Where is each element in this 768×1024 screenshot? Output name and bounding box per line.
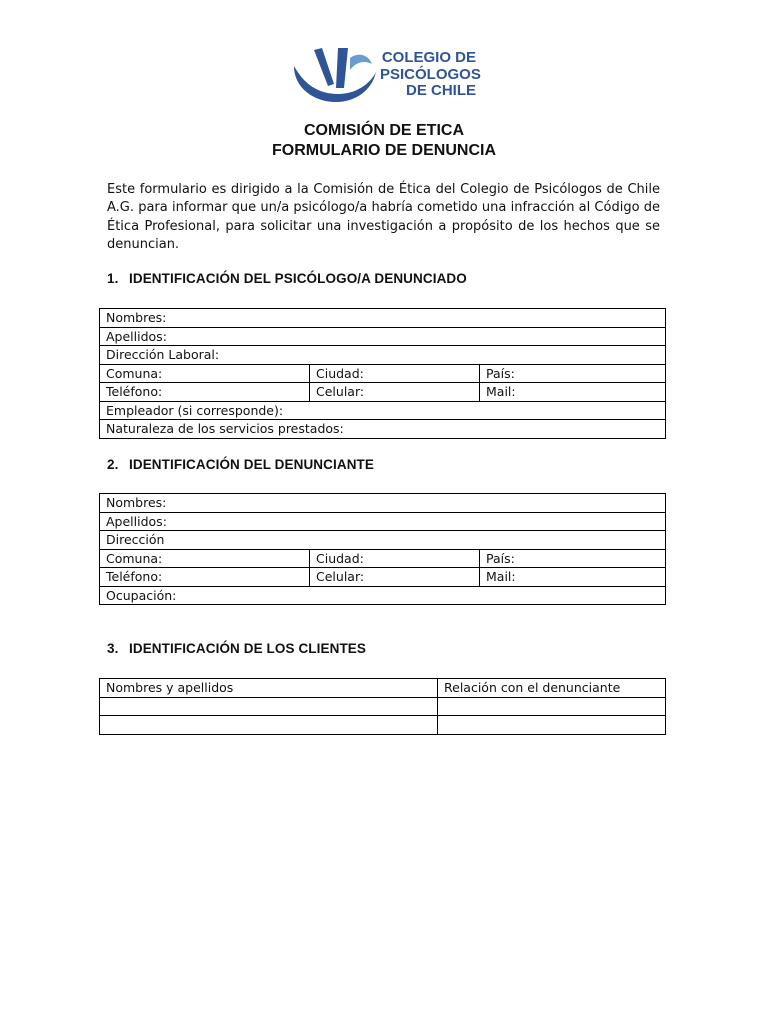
section-2-heading — [107, 457, 374, 472]
field-ocupacion[interactable]: Ocupación: — [100, 586, 666, 605]
cell-nombres[interactable] — [100, 716, 438, 735]
logo-mark-icon — [292, 44, 378, 106]
field-empleador[interactable]: Empleador (si corresponde): — [100, 401, 666, 420]
table-row — [100, 512, 666, 531]
title-line-1: COMISIÓN DE ETICA — [303, 122, 464, 139]
section-title: IDENTIFICACIÓN DEL PSICÓLOGO/A DENUNCIADO — [129, 271, 467, 286]
logo-wordmark — [380, 49, 481, 100]
cell-relacion[interactable] — [438, 716, 666, 735]
table-row — [100, 383, 666, 402]
field-telefono[interactable]: Teléfono: — [100, 568, 310, 587]
column-header-relacion: Relación con el denunciante — [438, 679, 666, 698]
table-row — [100, 364, 666, 383]
clientes-table — [99, 678, 666, 735]
field-mail[interactable]: Mail: — [480, 568, 666, 587]
field-telefono[interactable]: Teléfono: — [100, 383, 310, 402]
table-row — [100, 697, 666, 716]
title-line-2: FORMULARIO DE DENUNCIA — [272, 142, 496, 159]
table-row — [100, 568, 666, 587]
field-apellidos[interactable]: Apellidos: — [100, 327, 666, 346]
denunciado-table — [99, 308, 666, 439]
field-ciudad[interactable]: Ciudad: — [310, 549, 480, 568]
table-header-row — [100, 679, 666, 698]
table-row — [100, 346, 666, 365]
table-row — [100, 494, 666, 513]
table-row — [100, 327, 666, 346]
section-title: IDENTIFICACIÓN DEL DENUNCIANTE — [129, 457, 375, 472]
table-row — [100, 420, 666, 439]
logo — [292, 44, 482, 106]
field-pais[interactable]: País: — [480, 364, 666, 383]
field-nombres[interactable]: Nombres: — [100, 494, 666, 513]
section-title: IDENTIFICACIÓN DE LOS CLIENTES — [129, 641, 367, 656]
cell-nombres[interactable] — [100, 697, 438, 716]
table-row — [100, 549, 666, 568]
column-header-nombres: Nombres y apellidos — [100, 679, 438, 698]
field-comuna[interactable]: Comuna: — [100, 364, 310, 383]
denunciante-table — [99, 493, 666, 605]
cell-relacion[interactable] — [438, 697, 666, 716]
section-number: 3. — [107, 641, 119, 656]
section-number: 1. — [107, 271, 119, 286]
document-title — [0, 121, 768, 161]
field-comuna[interactable]: Comuna: — [100, 549, 310, 568]
table-row — [100, 309, 666, 328]
field-apellidos[interactable]: Apellidos: — [100, 512, 666, 531]
section-3-heading — [107, 641, 366, 656]
table-row — [100, 531, 666, 550]
field-mail[interactable]: Mail: — [480, 383, 666, 402]
table-row — [100, 716, 666, 735]
logo-line-1: COLEGIO DE — [381, 49, 476, 66]
field-direccion-laboral[interactable]: Dirección Laboral: — [100, 346, 666, 365]
logo-line-2: PSICÓLOGOS — [380, 65, 481, 83]
field-direccion[interactable]: Dirección — [100, 531, 666, 550]
field-ciudad[interactable]: Ciudad: — [310, 364, 480, 383]
intro-paragraph: Este formulario es dirigido a la Comisión de Ética del Colegio de Psicólogos de Chile A.G. para informar que un/a psicólogo/a habría cometido una infracción al Código de Ética Profesional, para solicitar una investigación a propósito de los hechos que se denuncian. — [107, 182, 660, 252]
field-nombres[interactable]: Nombres: — [100, 309, 666, 328]
field-pais[interactable]: País: — [480, 549, 666, 568]
field-celular[interactable]: Celular: — [310, 568, 480, 587]
field-naturaleza-servicios[interactable]: Naturaleza de los servicios prestados: — [100, 420, 666, 439]
field-celular[interactable]: Celular: — [310, 383, 480, 402]
table-row — [100, 586, 666, 605]
table-row — [100, 401, 666, 420]
section-number: 2. — [107, 457, 119, 472]
logo-line-3: DE CHILE — [405, 82, 476, 99]
section-1-heading — [107, 271, 467, 286]
